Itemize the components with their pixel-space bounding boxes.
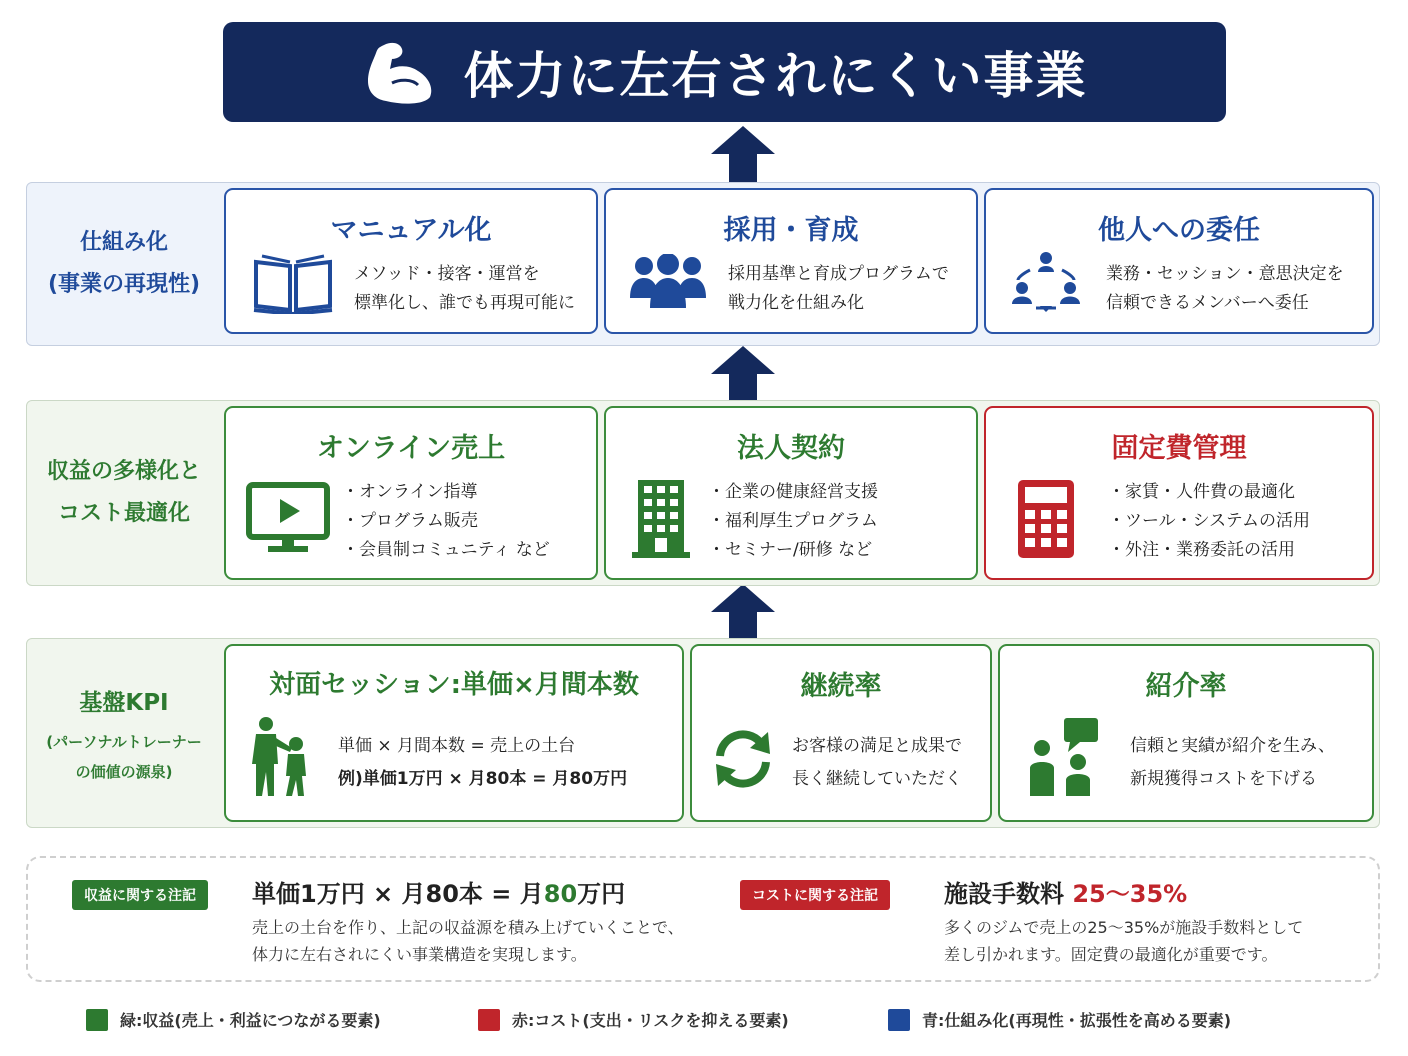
referral-chat-icon [1028, 718, 1100, 798]
card-title: 継続率 [800, 671, 882, 702]
card-online-sales [224, 406, 598, 580]
calculator-icon [1016, 478, 1076, 560]
card-referral [998, 644, 1374, 822]
legend-green: 緑:収益(売上・利益につながる要素) [86, 1008, 381, 1031]
revenue-note-heading: 単価1万円 × 月80本 = 月80万円 [252, 880, 626, 908]
cycle-arrows-icon [710, 726, 776, 792]
up-arrow-icon [711, 346, 775, 402]
card-title: 固定費管理 [1111, 433, 1247, 464]
kpi-row-label: 基盤KPI (パーソナルトレーナー の価値の源泉) [46, 690, 202, 781]
notes-panel [26, 856, 1380, 982]
card-description: 業務・セッション・意思決定を 信頼できるメンバーへ委任 [1106, 264, 1344, 313]
revenue-note-badge: 収益に関する注記 [72, 880, 208, 910]
office-building-icon [630, 478, 692, 558]
card-description: ・企業の健康経営支援 ・福利厚生プログラム ・セミナー/研修 など [708, 482, 878, 560]
video-monitor-icon [246, 482, 330, 554]
card-description: 採用基準と育成プログラムで 戦力化を仕組み化 [728, 264, 949, 313]
card-title: 採用・育成 [723, 215, 859, 246]
card-fixed-cost [984, 406, 1374, 580]
card-title: マニュアル化 [330, 215, 492, 246]
card-title: オンライン売上 [316, 433, 506, 464]
card-description: 単価 × 月間本数 = 売上の土台 例)単価1万円 × 月80本 = 月80万円 [338, 736, 628, 789]
card-hiring [604, 188, 978, 334]
card-description: メソッド・接客・運営を 標準化し、誰でも再現可能に [354, 264, 575, 313]
legend-swatch [888, 1009, 910, 1031]
legend-red: 赤:コスト(支出・リスクを抑える要素) [478, 1008, 789, 1031]
card-description: ・オンライン指導 ・プログラム販売 ・会員制コミュニティ など [342, 482, 550, 560]
card-description: お客様の満足と成果で 長く継続していただく [792, 736, 962, 789]
card-manual [224, 188, 598, 334]
card-title: 紹介率 [1145, 671, 1227, 702]
card-title: 対面セッション:単価×月間本数 [269, 670, 639, 700]
team-icon [628, 254, 708, 308]
card-retention [690, 644, 992, 822]
card-description: ・家賃・人件費の最適化 ・ツール・システムの活用 ・外注・業務委託の活用 [1108, 482, 1310, 560]
card-title: 法人契約 [737, 433, 845, 464]
revenue-note-body: 売上の土台を作り、上記の収益源を積み上げていくことで、 体力に左右されにくい事業構造を実現します。 [252, 918, 684, 964]
flexed-arm-icon [362, 39, 438, 105]
up-arrow-icon [711, 126, 775, 182]
cost-note-body: 多くのジムで売上の25〜35%が施設手数料として 差し引かれます。固定費の最適化が重要です。 [944, 918, 1304, 964]
page-title: 体力に左右されにくい事業 [463, 47, 1088, 105]
delegation-cycle-icon [1010, 250, 1082, 312]
card-title: 他人への委任 [1098, 215, 1260, 246]
cost-note-heading: 施設手数料 25〜35% [944, 880, 1188, 908]
trainer-client-icon [248, 716, 312, 798]
system-row-label: 仕組み化 (事業の再現性) [47, 230, 201, 297]
legend-swatch [478, 1009, 500, 1031]
title-banner [223, 22, 1226, 122]
card-corporate-contract [604, 406, 978, 580]
legend-swatch [86, 1009, 108, 1031]
card-face-session [224, 644, 684, 822]
card-description: 信頼と実績が紹介を生み、 新規獲得コストを下げる [1130, 736, 1336, 789]
cost-note-badge: コストに関する注記 [740, 880, 890, 910]
revenue-row-label: 収益の多様化と コスト最適化 [46, 459, 201, 526]
legend-blue: 青:仕組み化(再現性・拡張性を高める要素) [888, 1008, 1231, 1031]
up-arrow-icon [711, 584, 775, 640]
book-icon [252, 252, 334, 314]
card-delegation [984, 188, 1374, 334]
